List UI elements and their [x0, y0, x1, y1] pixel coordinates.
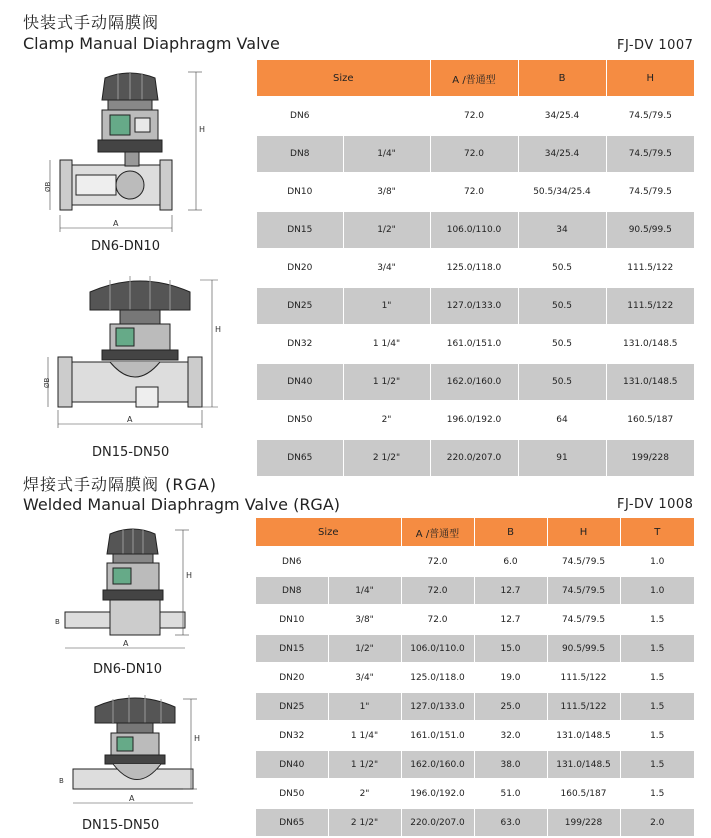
cell-t: 1.5 — [620, 751, 694, 778]
table-row — [257, 212, 694, 248]
cell-dn: DN15 — [256, 635, 328, 662]
cell-a: 196.0/192.0 — [430, 402, 518, 438]
section1-title-cn: 快装式手动隔膜阀 — [23, 13, 160, 32]
section2-product-code: FJ-DV 1008 — [617, 497, 694, 512]
cell-a: 72.0 — [430, 98, 518, 134]
cell-inch: 1 1/2" — [328, 751, 401, 778]
cell-h: 74.5/79.5 — [547, 548, 620, 575]
cell-dn: DN8 — [257, 136, 343, 172]
table-row — [256, 664, 694, 691]
cell-inch: 3/8" — [343, 174, 430, 210]
cell-a: 161.0/151.0 — [430, 326, 518, 362]
table-row — [256, 548, 694, 575]
cell-a: 106.0/110.0 — [430, 212, 518, 248]
cell-dn: DN25 — [257, 288, 343, 324]
dim-b-label-3: B — [55, 618, 60, 626]
dim-h-label: H — [199, 125, 206, 134]
cell-h: 111.5/122 — [547, 693, 620, 720]
col-header-size: Size — [257, 60, 430, 96]
table-row — [256, 780, 694, 807]
cell-inch: 1/2" — [343, 212, 430, 248]
cell-inch: 1 1/4" — [343, 326, 430, 362]
cell-inch: 2" — [328, 780, 401, 807]
table-row — [257, 136, 694, 172]
dim-b-label: ØB — [44, 181, 52, 192]
cell-inch — [343, 98, 430, 134]
welded-valve-spec-table — [256, 518, 694, 836]
table-row — [257, 364, 694, 400]
table-header-row — [257, 60, 694, 96]
cell-dn: DN8 — [256, 577, 328, 604]
cell-dn: DN6 — [257, 98, 343, 134]
section1-label-large: DN15-DN50 — [92, 445, 170, 460]
cell-dn: DN40 — [257, 364, 343, 400]
section2-title-en: Welded Manual Diaphragm Valve (RGA) — [23, 495, 341, 514]
cell-a: 161.0/151.0 — [401, 722, 474, 749]
table-row — [256, 635, 694, 662]
table-row — [256, 577, 694, 604]
cell-a: 162.0/160.0 — [401, 751, 474, 778]
cell-a: 162.0/160.0 — [430, 364, 518, 400]
cell-h: 131.0/148.5 — [547, 751, 620, 778]
cell-a: 72.0 — [401, 548, 474, 575]
cell-t: 1.0 — [620, 577, 694, 604]
dim-a-label-2: A — [127, 415, 133, 424]
cell-inch: 1" — [328, 693, 401, 720]
cell-b: 50.5 — [518, 364, 606, 400]
cell-h: 74.5/79.5 — [606, 98, 694, 134]
cell-dn: DN6 — [256, 548, 328, 575]
clamp-valve-small-drawing — [40, 60, 220, 245]
cell-inch: 1/2" — [328, 635, 401, 662]
cell-inch: 1/4" — [328, 577, 401, 604]
cell-b: 64 — [518, 402, 606, 438]
cell-b: 34/25.4 — [518, 136, 606, 172]
cell-h: 74.5/79.5 — [547, 606, 620, 633]
cell-t: 2.0 — [620, 809, 694, 836]
welded-valve-small-drawing — [55, 520, 205, 655]
cell-dn: DN65 — [256, 809, 328, 836]
cell-a: 220.0/207.0 — [430, 440, 518, 476]
section2-label-large: DN15-DN50 — [82, 818, 160, 833]
col-header-h: H — [606, 60, 694, 96]
cell-h: 74.5/79.5 — [547, 577, 620, 604]
cell-inch — [328, 548, 401, 575]
cell-a: 127.0/133.0 — [430, 288, 518, 324]
table-row — [256, 606, 694, 633]
cell-h: 131.0/148.5 — [547, 722, 620, 749]
cell-b: 50.5 — [518, 288, 606, 324]
clamp-valve-large-drawing — [40, 262, 240, 437]
cell-b: 32.0 — [474, 722, 547, 749]
cell-b: 34 — [518, 212, 606, 248]
section1-label-small: DN6-DN10 — [91, 239, 160, 254]
table-header-row — [256, 518, 694, 546]
cell-h: 160.5/187 — [547, 780, 620, 807]
cell-h: 199/228 — [606, 440, 694, 476]
cell-a: 72.0 — [401, 606, 474, 633]
cell-t: 1.5 — [620, 635, 694, 662]
cell-inch: 2 1/2" — [328, 809, 401, 836]
cell-b: 63.0 — [474, 809, 547, 836]
section2-title-cn: 焊接式手动隔膜阀 (RGA) — [23, 475, 218, 494]
cell-inch: 2 1/2" — [343, 440, 430, 476]
cell-a: 196.0/192.0 — [401, 780, 474, 807]
table-row — [257, 440, 694, 476]
cell-t: 1.5 — [620, 693, 694, 720]
table-row — [257, 250, 694, 286]
dim-a-label: A — [113, 219, 119, 228]
cell-inch: 1 1/4" — [328, 722, 401, 749]
cell-dn: DN50 — [257, 402, 343, 438]
cell-b: 15.0 — [474, 635, 547, 662]
cell-b: 50.5 — [518, 326, 606, 362]
clamp-valve-spec-table — [257, 60, 694, 476]
cell-a: 125.0/118.0 — [401, 664, 474, 691]
cell-h: 90.5/99.5 — [606, 212, 694, 248]
dim-a-label-4: A — [129, 794, 135, 803]
table-row — [257, 402, 694, 438]
cell-dn: DN20 — [257, 250, 343, 286]
cell-b: 91 — [518, 440, 606, 476]
cell-h: 160.5/187 — [606, 402, 694, 438]
table-row — [257, 288, 694, 324]
cell-t: 1.0 — [620, 548, 694, 575]
dim-h-label-3: H — [186, 571, 193, 580]
cell-inch: 1" — [343, 288, 430, 324]
cell-inch: 2" — [343, 402, 430, 438]
dim-h-label-2: H — [215, 325, 222, 334]
cell-h: 131.0/148.5 — [606, 364, 694, 400]
cell-t: 1.5 — [620, 780, 694, 807]
section2-label-small: DN6-DN10 — [93, 662, 162, 677]
cell-h: 111.5/122 — [606, 250, 694, 286]
table-row — [256, 809, 694, 836]
cell-dn: DN40 — [256, 751, 328, 778]
cell-b: 19.0 — [474, 664, 547, 691]
cell-b: 38.0 — [474, 751, 547, 778]
cell-dn: DN25 — [256, 693, 328, 720]
cell-inch: 1/4" — [343, 136, 430, 172]
cell-a: 220.0/207.0 — [401, 809, 474, 836]
col-header-a: A /普通型 — [401, 518, 474, 546]
table-row — [257, 98, 694, 134]
welded-valve-large-drawing — [55, 685, 205, 815]
table-row — [257, 174, 694, 210]
cell-dn: DN32 — [256, 722, 328, 749]
dim-b-label-2: ØB — [43, 377, 51, 388]
cell-a: 72.0 — [401, 577, 474, 604]
table-row — [256, 693, 694, 720]
cell-b: 50.5/34/25.4 — [518, 174, 606, 210]
cell-h: 111.5/122 — [547, 664, 620, 691]
dim-b-label-4: B — [59, 777, 64, 785]
cell-h: 111.5/122 — [606, 288, 694, 324]
cell-b: 12.7 — [474, 577, 547, 604]
cell-b: 34/25.4 — [518, 98, 606, 134]
dim-a-label-3: A — [123, 639, 129, 648]
cell-h: 74.5/79.5 — [606, 136, 694, 172]
cell-t: 1.5 — [620, 606, 694, 633]
cell-dn: DN20 — [256, 664, 328, 691]
cell-inch: 3/4" — [328, 664, 401, 691]
cell-inch: 1 1/2" — [343, 364, 430, 400]
cell-inch: 3/4" — [343, 250, 430, 286]
cell-b: 25.0 — [474, 693, 547, 720]
cell-t: 1.5 — [620, 664, 694, 691]
cell-t: 1.5 — [620, 722, 694, 749]
cell-h: 90.5/99.5 — [547, 635, 620, 662]
section1-product-code: FJ-DV 1007 — [617, 38, 694, 53]
cell-b: 50.5 — [518, 250, 606, 286]
cell-a: 125.0/118.0 — [430, 250, 518, 286]
cell-h: 199/228 — [547, 809, 620, 836]
cell-dn: DN10 — [256, 606, 328, 633]
cell-a: 72.0 — [430, 136, 518, 172]
cell-dn: DN32 — [257, 326, 343, 362]
col-header-size: Size — [256, 518, 401, 546]
table-row — [257, 326, 694, 362]
cell-dn: DN50 — [256, 780, 328, 807]
cell-inch: 3/8" — [328, 606, 401, 633]
cell-a: 106.0/110.0 — [401, 635, 474, 662]
cell-h: 131.0/148.5 — [606, 326, 694, 362]
table-row — [256, 751, 694, 778]
section1-title-en: Clamp Manual Diaphragm Valve — [23, 34, 280, 53]
cell-b: 6.0 — [474, 548, 547, 575]
cell-dn: DN15 — [257, 212, 343, 248]
cell-dn: DN10 — [257, 174, 343, 210]
cell-b: 51.0 — [474, 780, 547, 807]
cell-a: 72.0 — [430, 174, 518, 210]
table-row — [256, 722, 694, 749]
col-header-b: B — [518, 60, 606, 96]
dim-h-label-4: H — [194, 734, 201, 743]
cell-b: 12.7 — [474, 606, 547, 633]
cell-dn: DN65 — [257, 440, 343, 476]
col-header-a: A /普通型 — [430, 60, 518, 96]
col-header-b: B — [474, 518, 547, 546]
col-header-h: H — [547, 518, 620, 546]
cell-a: 127.0/133.0 — [401, 693, 474, 720]
cell-h: 74.5/79.5 — [606, 174, 694, 210]
col-header-t: T — [620, 518, 694, 546]
